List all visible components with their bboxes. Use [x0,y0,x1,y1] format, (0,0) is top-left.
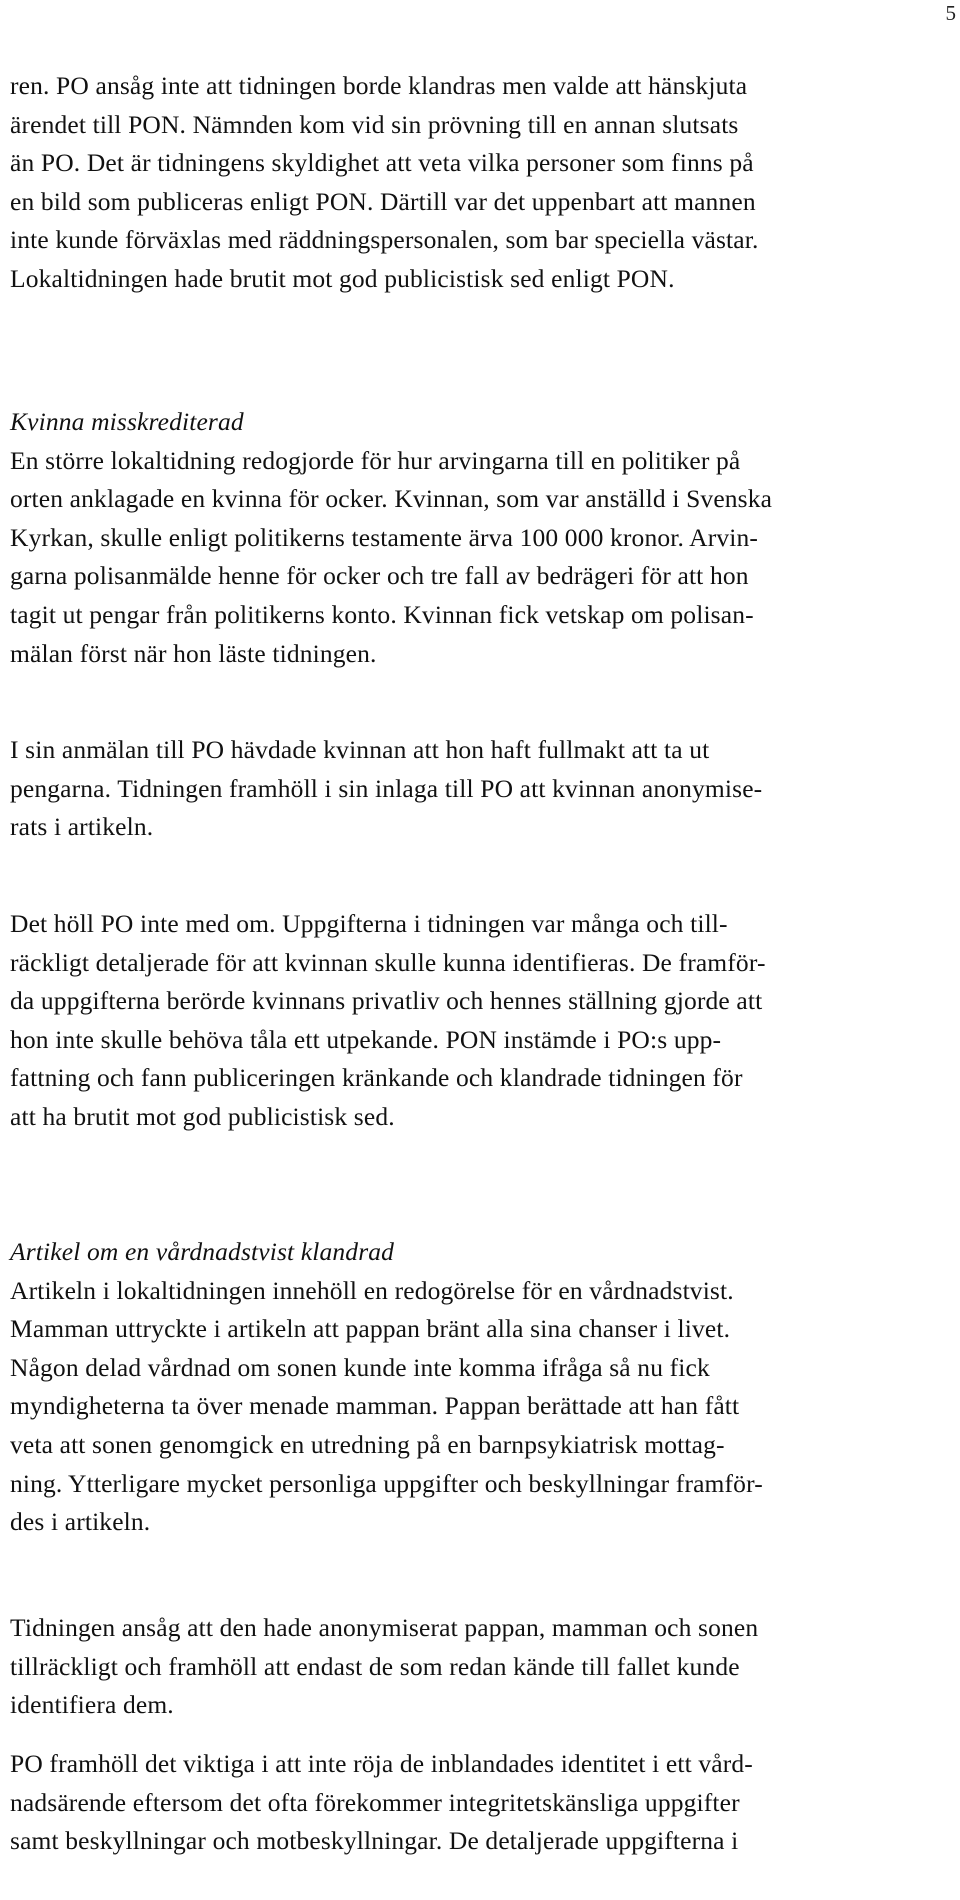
text-line: Det höll PO inte med om. Uppgifterna i tidningen var många och till- [10,909,728,938]
text-line: des i artikeln. [10,1507,151,1537]
text-line: orten anklagade en kvinna för ocker. Kvinnan, som var anställd i Svenska [10,484,773,514]
text-line: räckligt detaljerade för att kvinnan skulle kunna identifieras. De framför- [10,947,766,977]
text-line: garna polisanmälde henne för ocker och tre fall av bedrägeri för att hon [10,561,749,591]
text-line: samt beskyllningar och motbeskyllningar. De detaljerade uppgifterna i [10,1826,739,1856]
kvinna-paragraph-2 [10,731,945,847]
text-line: en bild som publiceras enligt PON. Därtill var det uppenbart att mannen [10,186,756,216]
text-line: tagit ut pengar från politikerns konto. Kvinnan fick vetskap om polisan- [10,599,754,629]
text-line: mälan först när hon läste tidningen. [10,638,377,668]
kvinna-paragraph-3 [10,905,945,1137]
section-heading: Artikel om en vårdnadstvist klandrad [10,1237,395,1266]
text-line: pengarna. Tidningen framhöll i sin inlaga till PO att kvinnan anonymise- [10,773,763,803]
text-line: da uppgifterna berörde kvinnans privatliv och hennes ställning gjorde att [10,986,763,1016]
artikel-paragraph-3 [10,1745,945,1861]
text-line: Mamman uttryckte i artikeln att pappan bränt alla sina chanser i livet. [10,1314,731,1344]
text-line: hon inte skulle behöva tåla ett utpekande. PON instämde i PO:s upp- [10,1024,722,1054]
intro-paragraph [10,67,945,299]
text-line: Kyrkan, skulle enligt politikerns testamente ärva 100 000 kronor. Arvin- [10,522,759,552]
text-line: ning. Ytterligare mycket personliga uppgifter och beskyllningar framför- [10,1468,763,1498]
text-line: Lokaltidningen hade brutit mot god publicistisk sed enligt PON. [10,263,675,293]
section-kvinna-misskrediterad [10,403,945,673]
text-line: ärendet till PON. Nämnden kom vid sin prövning till en annan slutsats [10,109,739,139]
text-line: rats i artikeln. [10,812,154,842]
text-line: att ha brutit mot god publicistisk sed. [10,1101,395,1131]
text-line: fattning och fann publiceringen kränkande och klandrade tidningen för [10,1063,743,1093]
section-artikel-vardnadstvist [10,1233,945,1542]
text-line: I sin anmälan till PO hävdade kvinnan att hon haft fullmakt att ta ut [10,735,710,764]
text-line: myndigheterna ta över menade mamman. Pappan berättade att han fått [10,1391,740,1421]
text-line: identifiera dem. [10,1690,174,1720]
text-line: Någon delad vårdnad om sonen kunde inte komma ifråga så nu fick [10,1352,710,1382]
text-line: än PO. Det är tidningens skyldighet att veta vilka personer som finns på [10,148,754,178]
text-line: inte kunde förväxlas med räddningspersonalen, som bar speciella västar. [10,225,759,255]
text-line: Tidningen ansåg att den hade anonymiserat pappan, mamman och sonen [10,1613,759,1642]
text-line: Artikeln i lokaltidningen innehöll en redogörelse för en vårdnadstvist. [10,1275,734,1305]
artikel-paragraph-2 [10,1609,945,1725]
section-heading: Kvinna misskrediterad [10,407,244,436]
text-line: En större lokaltidning redogjorde för hur arvingarna till en politiker på [10,445,741,475]
text-line: PO framhöll det viktiga i att inte röja de inblandades identitet i ett vård- [10,1749,753,1778]
text-line: tillräckligt och framhöll att endast de som redan kände till fallet kunde [10,1651,740,1681]
text-line: ren. PO ansåg inte att tidningen borde klandras men valde att hänskjuta [10,71,748,100]
page-number: 5 [945,1,956,25]
text-line: nadsärende eftersom det ofta förekommer integritetskänsliga uppgifter [10,1787,740,1817]
text-line: veta att sonen genomgick en utredning på en barnpsykiatrisk mottag- [10,1429,725,1459]
